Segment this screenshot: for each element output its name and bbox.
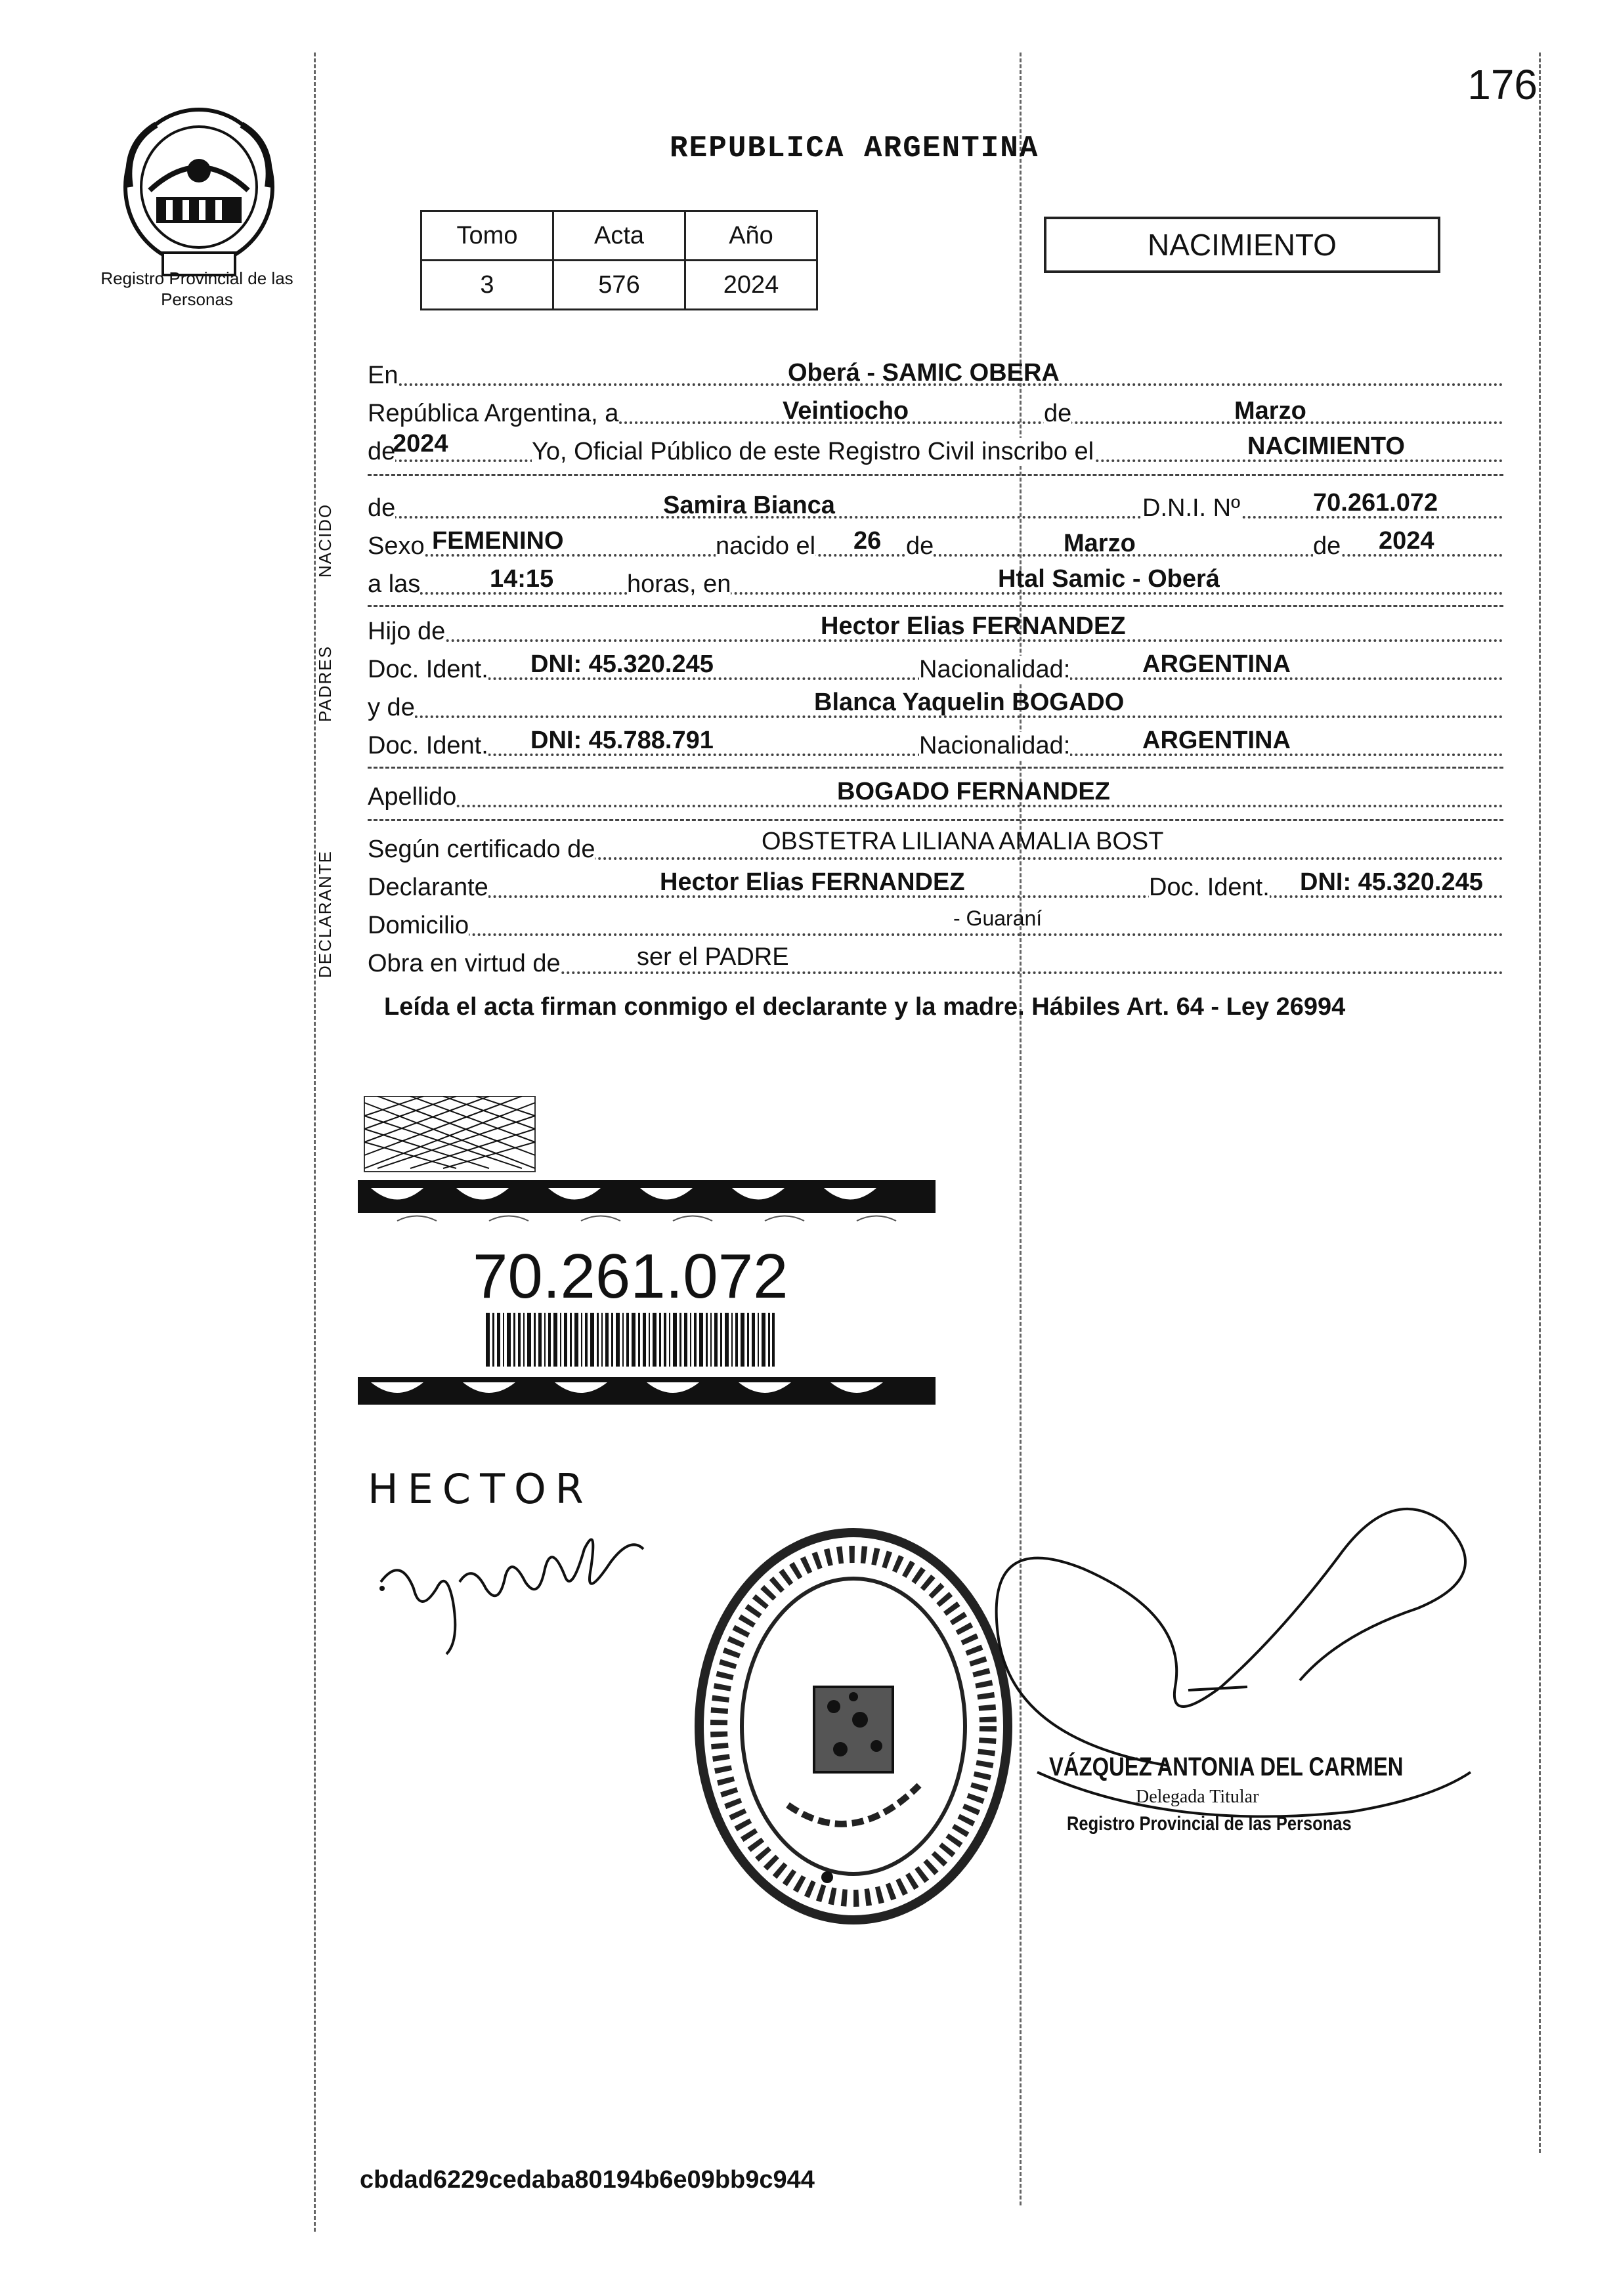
separator [368,605,1503,607]
de-label: de [1044,400,1072,427]
date-row [368,393,1503,431]
mother-doc-label: Doc. Ident. [368,732,488,759]
de3-label: de [1313,532,1341,560]
province-emblem-icon [110,105,288,282]
page-number: 176 [1467,61,1538,108]
barcode-icon [486,1313,775,1367]
surname-label: Apellido [368,783,457,811]
birth-month: Marzo [1064,530,1136,557]
republic-label: República Argentina, a [368,400,619,427]
born-name-row [368,487,1503,525]
place-row [368,354,1503,393]
declarant-doc-label: Doc. Ident. [1149,874,1270,901]
time-row [368,563,1503,601]
signer-name: VÁZQUEZ ANTONIA DEL CARMEN [1049,1753,1404,1781]
born-label: nacido el [716,532,816,560]
delegate-signature [972,1464,1497,1871]
declarant-name: Hector Elias FERNANDEZ [660,868,965,896]
certificate-value: OBSTETRA LILIANA AMALIA BOST [762,828,1164,855]
child-name: Samira Bianca [663,492,835,519]
father-nationality: ARGENTINA [1142,650,1291,678]
mother-nationality-label: Nacionalidad: [919,732,1071,759]
child-dni: 70.261.072 [1313,489,1438,517]
signer-office: Registro Provincial de las Personas [1067,1813,1352,1835]
officer-row [368,431,1503,469]
handwritten-name-text: HECTOR [368,1465,593,1513]
declarant-row [368,866,1503,904]
certificate-label: Según certificado de [368,836,595,863]
father-doc-row [368,648,1503,687]
mother-name: Blanca Yaquelin BOGADO [814,689,1125,716]
father-doc-label: Doc. Ident. [368,656,488,683]
and-label: y de [368,694,415,721]
year-header: Año [685,211,817,261]
father-name: Hector Elias FERNANDEZ [821,612,1126,640]
de-year-label: de [368,438,396,465]
separator [368,767,1503,769]
act-reference-table [420,210,818,310]
act-type-box: NACIMIENTO [1044,217,1440,273]
mother-doc-row [368,725,1503,763]
born-section-label: NACIDO [315,503,335,578]
certificate-row [368,828,1503,866]
domicile-row [368,904,1503,943]
sex-row [368,525,1503,563]
capacity-row [368,943,1503,981]
parents-section-label: PADRES [315,645,335,722]
year-value: 2024 [685,261,817,310]
act-word: NACIMIENTO [1247,433,1405,460]
registration-day: Veintiocho [783,397,909,425]
separator [368,474,1503,476]
surname-row [368,776,1503,814]
de2-label: de [906,532,934,560]
capacity-value: ser el PADRE [637,943,789,971]
time-label: a las [368,570,421,598]
mother-nationality: ARGENTINA [1142,727,1291,754]
document-hash: cbdad6229cedaba80194b6e09bb9c944 [360,2166,815,2194]
sex-label: Sexo [368,532,425,560]
tomo-value: 3 [421,261,553,310]
country-title: REPUBLICA ARGENTINA [670,131,1039,165]
officer-text: Yo, Oficial Público de este Registro Civil inscribo el [532,438,1094,465]
registry-label: Registro Provincial de las Personas [100,268,293,309]
mother-doc: DNI: 45.788.791 [530,727,714,754]
registration-month: Marzo [1234,397,1306,425]
registration-place: Oberá - SAMIC OBERA [788,359,1060,387]
closing-text: Leída el acta firman conmigo el declarante y la madre. Hábiles Art. 64 - Ley 26994 [384,993,1346,1021]
registration-year: 2024 [393,430,448,457]
mother-signature [374,1510,650,1661]
dni-number: 70.261.072 [473,1241,788,1311]
security-band-icon [358,1365,936,1418]
father-nationality-label: Nacionalidad: [919,656,1071,683]
surname-value: BOGADO FERNANDEZ [837,778,1110,805]
place-label: horas, en [627,570,731,598]
declarant-section-label: DECLARANTE [315,850,335,978]
left-margin-line [314,53,316,2232]
declarant-label: Declarante [368,874,488,901]
declarant-doc: DNI: 45.320.245 [1300,868,1483,896]
birth-day: 26 [853,527,882,555]
birth-year: 2024 [1379,527,1434,555]
dni-label: D.N.I. Nº [1142,494,1240,522]
tomo-header: Tomo [421,211,553,261]
mother-row [368,687,1503,725]
signer-role: Delegada Titular [1136,1787,1259,1807]
father-row [368,610,1503,648]
acta-header: Acta [553,211,685,261]
capacity-label: Obra en virtud de [368,950,561,977]
en-label: En [368,362,398,389]
father-doc: DNI: 45.320.245 [530,650,714,678]
acta-value: 576 [553,261,685,310]
birth-place: Htal Samic - Oberá [998,565,1220,593]
right-margin-line [1539,53,1541,2153]
domicile-value: - Guaraní [953,906,1043,930]
domicile-label: Domicilio [368,912,469,939]
birth-time: 14:15 [490,565,554,593]
son-of-label: Hijo de [368,618,446,645]
separator [368,819,1503,821]
child-sex: FEMENINO [432,527,564,555]
born-de-label: de [368,494,396,522]
